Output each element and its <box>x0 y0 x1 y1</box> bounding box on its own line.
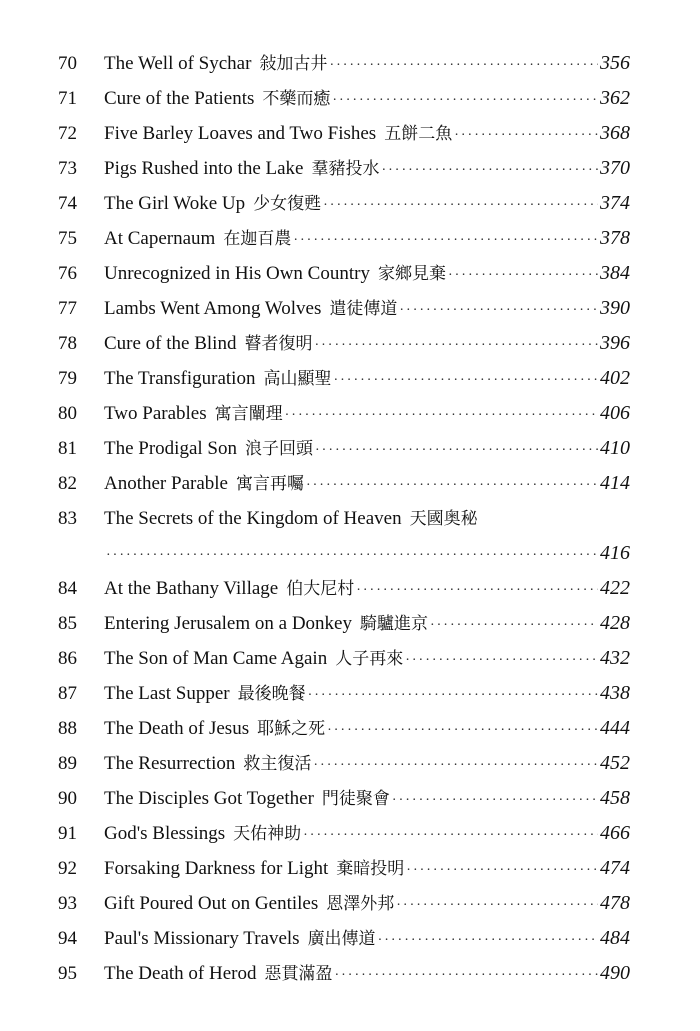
page-number: 432 <box>600 647 630 669</box>
toc-entry <box>58 361 630 396</box>
page-number: 428 <box>600 612 630 634</box>
toc-entry <box>58 816 630 851</box>
dot-leader <box>303 818 598 853</box>
chapter-number: 78 <box>58 333 77 354</box>
page-number: 362 <box>600 87 630 109</box>
chapter-title: At the Bathany Village <box>104 578 279 599</box>
chapter-chinese-title: 耶穌之死 <box>257 719 326 739</box>
toc-entry <box>58 571 630 606</box>
chapter-chinese-title: 家鄉見棄 <box>377 264 446 284</box>
chapter-title: Five Barley Loaves and Two Fishes <box>104 123 377 144</box>
dot-leader <box>313 748 598 783</box>
chapter-number: 70 <box>58 53 77 74</box>
chapter-number: 71 <box>58 88 77 109</box>
chapter-title: Forsaking Darkness for Light <box>104 858 329 879</box>
chapter-chinese-title: 天國奥秘 <box>409 509 478 529</box>
page-number: 396 <box>600 332 630 354</box>
chapter-title: Paul's Missionary Travels <box>104 928 300 949</box>
chapter-chinese-title: 棄暗投明 <box>336 859 405 879</box>
page-number: 384 <box>600 262 630 284</box>
chapter-chinese-title: 最後晚餐 <box>237 684 306 704</box>
chapter-chinese-title: 浪子回頭 <box>245 439 313 459</box>
chapter-title: At Capernaum <box>104 228 216 249</box>
chapter-title: Another Parable <box>104 473 228 494</box>
page-number: 414 <box>600 472 630 494</box>
chapter-chinese-title: 羣豬投水 <box>311 159 380 179</box>
chapter-title: Lambs Went Among Wolves <box>104 298 322 319</box>
chapter-chinese-title: 不藥而癒 <box>262 89 331 109</box>
chapter-title: Cure of the Blind <box>104 333 237 354</box>
chapter-title: Two Parables <box>104 403 207 424</box>
chapter-title: The Last Supper <box>104 683 230 704</box>
page-number: 378 <box>600 227 630 249</box>
dot-leader <box>356 573 598 608</box>
page-number: 370 <box>600 157 630 179</box>
chapter-number: 72 <box>58 123 77 144</box>
dot-leader <box>106 538 598 573</box>
chapter-number: 84 <box>58 578 77 599</box>
chapter-chinese-title: 寓言闡理 <box>214 404 283 424</box>
chapter-title: God's Blessings <box>104 823 226 844</box>
toc-entry <box>58 291 630 326</box>
chapter-number: 89 <box>58 753 77 774</box>
page-number: 438 <box>600 682 630 704</box>
page-number: 466 <box>600 822 630 844</box>
chapter-number: 73 <box>58 158 77 179</box>
page-number: 474 <box>600 857 630 879</box>
dot-leader <box>392 783 598 818</box>
chapter-number: 95 <box>58 963 77 984</box>
chapter-chinese-title: 高山顯聖 <box>263 369 332 389</box>
table-of-contents <box>58 46 630 991</box>
dot-leader <box>396 888 598 923</box>
toc-entry <box>58 396 630 431</box>
toc-entry <box>58 606 630 641</box>
chapter-number: 81 <box>58 438 77 459</box>
chapter-number: 94 <box>58 928 77 949</box>
chapter-title: Cure of the Patients <box>104 88 255 109</box>
chapter-title: Entering Jerusalem on a Donkey <box>104 613 352 634</box>
dot-leader <box>454 118 598 153</box>
dot-leader <box>334 958 598 993</box>
page-number: 478 <box>600 892 630 914</box>
chapter-chinese-title: 在迦百農 <box>223 229 292 249</box>
chapter-number: 88 <box>58 718 77 739</box>
dot-leader <box>405 643 598 678</box>
toc-entry <box>58 711 630 746</box>
toc-entry <box>58 431 630 466</box>
page-number: 368 <box>600 122 630 144</box>
chapter-chinese-title: 人子再來 <box>335 649 404 669</box>
dot-leader <box>448 258 598 293</box>
toc-entry <box>58 921 630 956</box>
chapter-chinese-title: 瞽者復明 <box>244 334 313 354</box>
toc-entry <box>58 641 630 676</box>
chapter-number: 82 <box>58 473 77 494</box>
chapter-chinese-title: 天佑神助 <box>233 824 302 844</box>
dot-leader <box>285 398 598 433</box>
dot-leader <box>315 433 598 468</box>
toc-entry <box>58 851 630 886</box>
chapter-number: 79 <box>58 368 77 389</box>
chapter-chinese-title: 惡貫滿盈 <box>264 964 333 984</box>
page-number: 416 <box>600 542 630 564</box>
toc-entry <box>58 781 630 816</box>
chapter-number: 90 <box>58 788 77 809</box>
chapter-number: 77 <box>58 298 77 319</box>
page-number: 422 <box>600 577 630 599</box>
chapter-title: The Death of Herod <box>104 963 257 984</box>
chapter-chinese-title: 救主復活 <box>243 754 312 774</box>
page-number: 444 <box>600 717 630 739</box>
dot-leader <box>333 363 598 398</box>
chapter-number: 83 <box>58 508 77 529</box>
chapter-number: 87 <box>58 683 77 704</box>
toc-entry <box>58 46 630 81</box>
toc-entry <box>58 676 630 711</box>
chapter-title: Pigs Rushed into the Lake <box>104 158 304 179</box>
chapter-chinese-title: 五餅二魚 <box>384 124 453 144</box>
page-number: 406 <box>600 402 630 424</box>
chapter-chinese-title: 寓言再囑 <box>235 474 304 494</box>
chapter-chinese-title: 恩澤外邦 <box>326 894 395 914</box>
chapter-chinese-title: 廣出傳道 <box>307 929 376 949</box>
page-number: 374 <box>600 192 630 214</box>
chapter-number: 92 <box>58 858 77 879</box>
toc-entry <box>58 746 630 781</box>
chapter-title: The Girl Woke Up <box>104 193 246 214</box>
page-number: 390 <box>600 297 630 319</box>
chapter-number: 91 <box>58 823 77 844</box>
toc-entry <box>58 956 630 991</box>
chapter-title: The Transfiguration <box>104 368 256 389</box>
page-number: 484 <box>600 927 630 949</box>
dot-leader <box>314 328 598 363</box>
chapter-chinese-title: 伯大尼村 <box>286 579 355 599</box>
page-number: 458 <box>600 787 630 809</box>
chapter-chinese-title: 敍加古井 <box>259 54 328 74</box>
toc-entry <box>58 886 630 921</box>
chapter-number: 85 <box>58 613 77 634</box>
toc-entry <box>58 186 630 221</box>
chapter-chinese-title: 少女復甦 <box>253 194 322 214</box>
chapter-title: The Prodigal Son <box>104 438 237 459</box>
toc-entry <box>58 466 630 501</box>
chapter-number: 80 <box>58 403 77 424</box>
toc-entry <box>58 256 630 291</box>
toc-entry <box>58 326 630 361</box>
chapter-title: The Son of Man Came Again <box>104 648 328 669</box>
chapter-number: 93 <box>58 893 77 914</box>
page-number: 410 <box>600 437 630 459</box>
chapter-number: 86 <box>58 648 77 669</box>
page-number: 402 <box>600 367 630 389</box>
page-number: 356 <box>600 52 630 74</box>
chapter-title: Unrecognized in His Own Country <box>104 263 370 284</box>
chapter-number: 76 <box>58 263 77 284</box>
dot-leader <box>332 83 598 118</box>
toc-entry <box>58 501 630 536</box>
chapter-title: The Secrets of the Kingdom of Heaven <box>104 508 402 529</box>
dot-leader <box>329 48 598 83</box>
dot-leader <box>308 678 598 713</box>
chapter-number: 75 <box>58 228 77 249</box>
chapter-title: The Well of Sychar <box>104 53 252 74</box>
dot-leader <box>323 188 598 223</box>
dot-leader <box>378 923 598 958</box>
dot-leader <box>293 223 598 258</box>
chapter-number: 74 <box>58 193 77 214</box>
toc-entry <box>58 151 630 186</box>
toc-entry <box>58 116 630 151</box>
chapter-chinese-title: 遣徒傳道 <box>329 299 398 319</box>
page-number: 452 <box>600 752 630 774</box>
dot-leader <box>399 293 598 328</box>
chapter-title: The Disciples Got Together <box>104 788 314 809</box>
page-number: 490 <box>600 962 630 984</box>
toc-entry <box>58 221 630 256</box>
dot-leader <box>430 608 598 643</box>
chapter-title: Gift Poured Out on Gentiles <box>104 893 319 914</box>
dot-leader <box>306 468 598 503</box>
chapter-title: The Resurrection <box>104 753 236 774</box>
chapter-chinese-title: 門徒聚會 <box>321 789 390 809</box>
toc-entry <box>58 81 630 116</box>
dot-leader <box>381 153 598 188</box>
chapter-title: The Death of Jesus <box>104 718 250 739</box>
dot-leader <box>406 853 598 888</box>
dot-leader <box>327 713 598 748</box>
toc-entry-continuation <box>58 536 630 571</box>
chapter-chinese-title: 騎驢進京 <box>359 614 428 634</box>
